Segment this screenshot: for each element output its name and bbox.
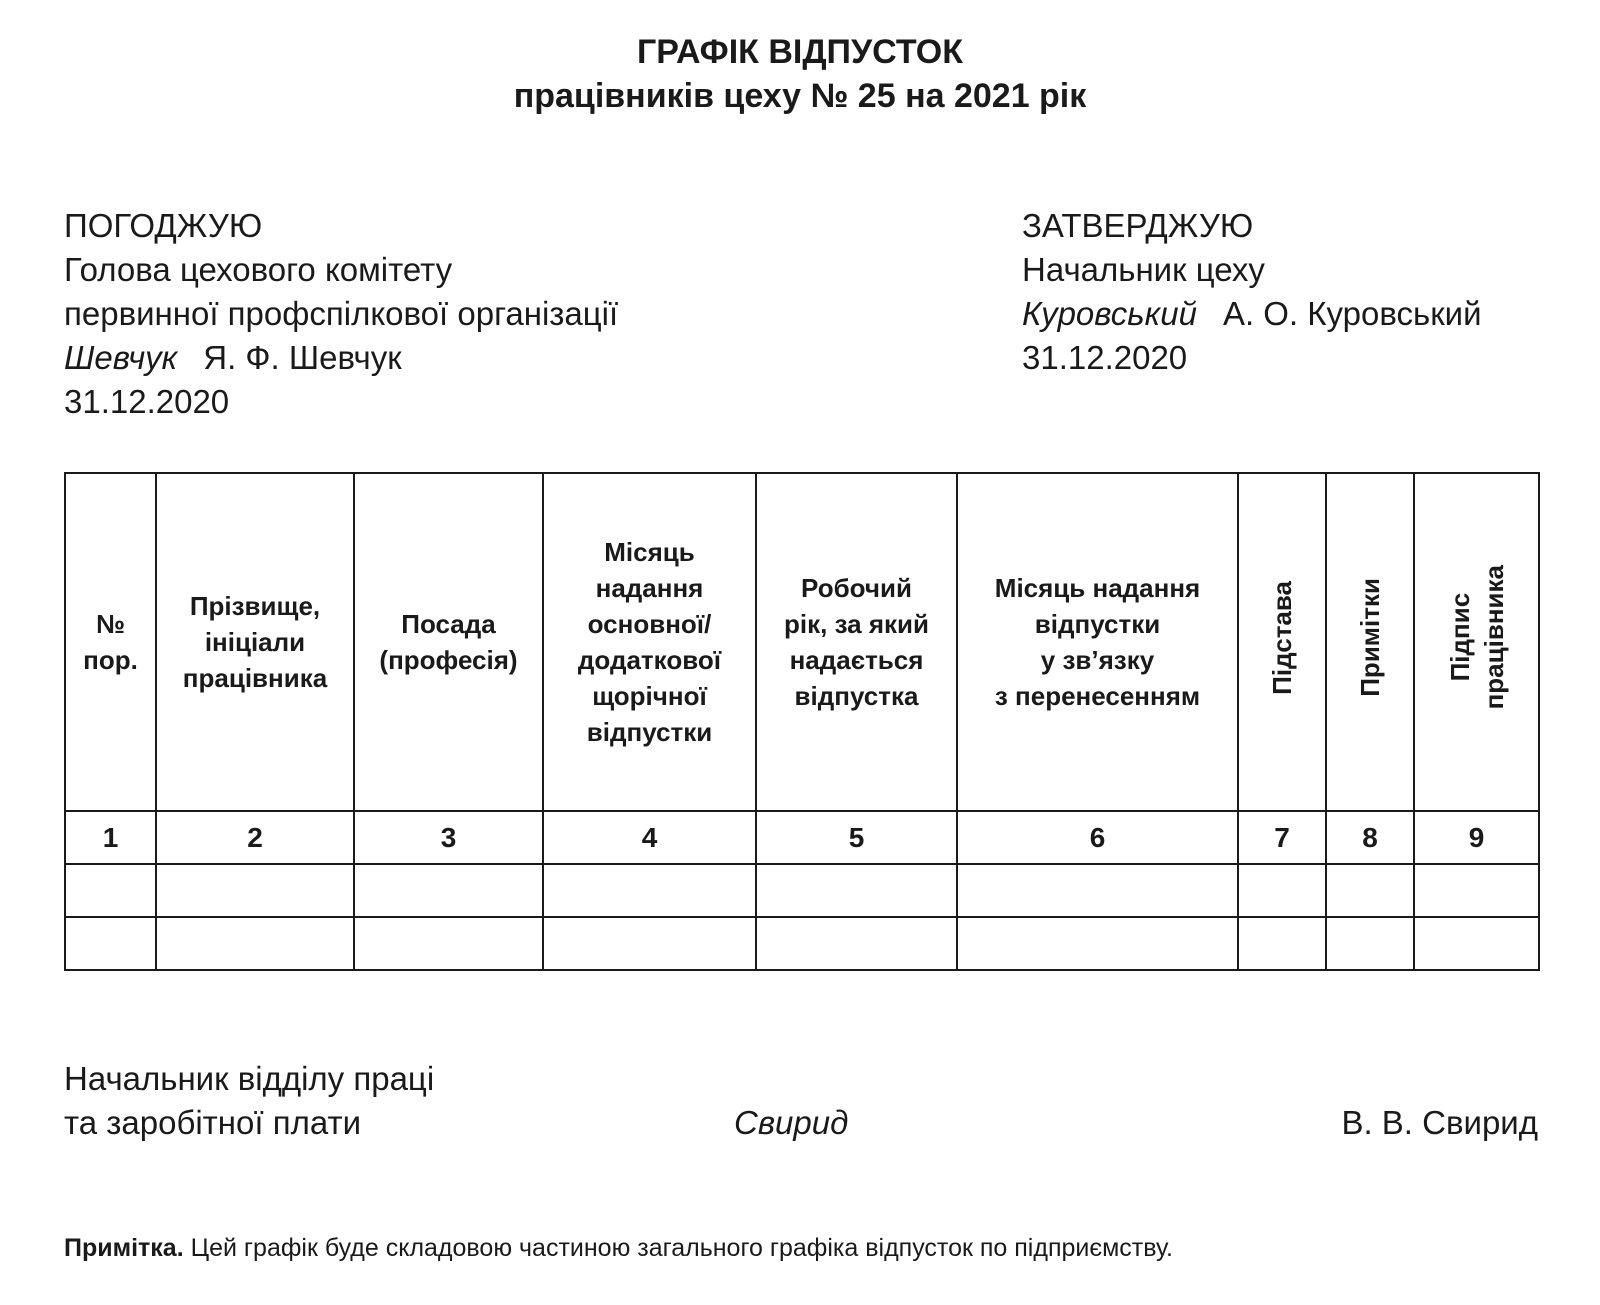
header-number: № пор. (65, 473, 156, 811)
approved-signature: Куровський (1022, 295, 1197, 332)
table-cell (756, 864, 957, 917)
table-cell (543, 864, 756, 917)
column-number: 9 (1414, 811, 1539, 864)
footer-position (64, 1057, 434, 1145)
approval-agreed-block (64, 204, 618, 424)
table-cell (756, 917, 957, 970)
agreed-position-line-2: первинної профспілкової організації (64, 295, 619, 332)
header-notes: Примітки (1326, 473, 1414, 811)
table-cell (65, 864, 156, 917)
agreed-position-line-1: Голова цехового комітету (64, 251, 453, 288)
table-cell (543, 917, 756, 970)
agreed-signature: Шевчук (64, 339, 178, 376)
table-cell (957, 864, 1238, 917)
header-vacation-month: Місяць надання основної/ додаткової щорічної відпустки (543, 473, 756, 811)
table-cell (1238, 864, 1326, 917)
footer-signature: Свирид (734, 1104, 849, 1141)
footnote-text: Цей графік буде складовою частиною загального графіка відпусток по підприємству. (190, 1234, 1173, 1262)
vacation-schedule-table (64, 472, 1540, 971)
column-number: 8 (1326, 811, 1414, 864)
table-cell (1238, 917, 1326, 970)
title-line-1: ГРАФІК ВІДПУСТОК (637, 33, 963, 71)
table-cell (156, 917, 354, 970)
header-basis: Підстава (1238, 473, 1326, 811)
table-cell (1414, 917, 1539, 970)
table-cell (65, 917, 156, 970)
footnote (64, 1230, 1173, 1266)
table-cell (1326, 917, 1414, 970)
table-cell (354, 917, 543, 970)
column-number: 7 (1238, 811, 1326, 864)
header-position: Посада (професія) (354, 473, 543, 811)
approval-approved-block (1022, 204, 1482, 380)
header-employee-signature: Підпис працівника (1414, 473, 1539, 811)
table-row (65, 917, 1539, 970)
footer-position-line-2: та заробітної плати (64, 1104, 362, 1141)
table-cell (156, 864, 354, 917)
agreed-date: 31.12.2020 (64, 383, 230, 420)
document-title (0, 30, 1600, 118)
column-number: 1 (65, 811, 156, 864)
column-number: 2 (156, 811, 354, 864)
table-row (65, 864, 1539, 917)
table-cell (1326, 864, 1414, 917)
table-header-row (65, 473, 1539, 811)
table-cell (354, 864, 543, 917)
approved-heading: ЗАТВЕРДЖУЮ (1022, 207, 1254, 244)
agreed-heading: ПОГОДЖУЮ (64, 207, 263, 244)
header-transfer-month: Місяць надання відпустки у зв’язку з перенесенням (957, 473, 1238, 811)
footer-position-line-1: Начальник відділу праці (64, 1060, 435, 1097)
approved-date: 31.12.2020 (1022, 339, 1188, 376)
table-cell (957, 917, 1238, 970)
column-number-row (65, 811, 1539, 864)
header-employee-name: Прізвище, ініціали працівника (156, 473, 354, 811)
approved-name: А. О. Куровський (1222, 295, 1482, 332)
approved-position: Начальник цеху (1022, 251, 1265, 288)
table-cell (1414, 864, 1539, 917)
title-line-2: працівників цеху № 25 на 2021 рік (513, 77, 1087, 115)
agreed-signature-row (64, 336, 618, 380)
column-number: 5 (756, 811, 957, 864)
column-number: 6 (957, 811, 1238, 864)
column-number: 3 (354, 811, 543, 864)
footer-name: В. В. Свирид (1341, 1104, 1538, 1141)
column-number: 4 (543, 811, 756, 864)
agreed-name: Я. Ф. Шевчук (203, 339, 402, 376)
approved-signature-row (1022, 292, 1482, 336)
header-working-year: Робочий рік, за який надається відпустка (756, 473, 957, 811)
footnote-label: Примітка. (64, 1234, 184, 1262)
